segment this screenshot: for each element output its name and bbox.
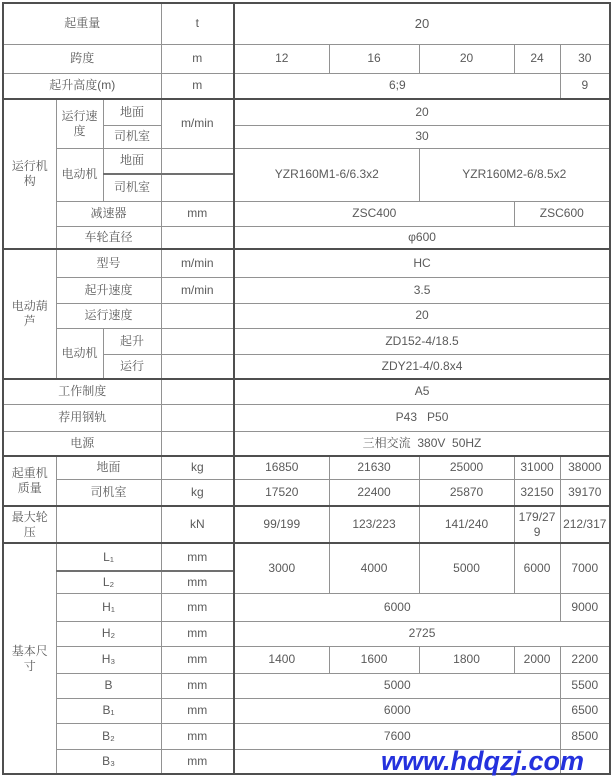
unit-hoist-motor-lift [161, 328, 234, 354]
value-hoist-model: HC [234, 249, 610, 277]
value-B2-main: 7600 [234, 723, 560, 749]
value-span-16: 16 [329, 44, 419, 73]
value-lifting-height-last: 9 [560, 73, 610, 99]
value-B2-last: 8500 [560, 723, 610, 749]
unit-recommended-rail [161, 404, 234, 431]
value-hoist-motor-travel: ZDY21-4/0.8x4 [234, 354, 610, 379]
row-label-mass-cab: 司机室 [56, 479, 161, 506]
value-recommended-rail: P43 P50 [234, 404, 610, 431]
value-H1-main: 6000 [234, 593, 560, 621]
unit-mass-ground: kg [161, 456, 234, 479]
row-label-lifting-height: 起升高度(m) [3, 73, 161, 99]
value-H3-1: 1400 [234, 646, 329, 673]
unit-duty-class [161, 379, 234, 404]
value-mass-cab-1: 17520 [234, 479, 329, 506]
group-label-travel-mechanism: 运行机构 [3, 99, 56, 249]
row-label-H1: H₁ [56, 593, 161, 621]
sublabel-travel-speed-ground: 地面 [103, 99, 161, 125]
value-B1-main: 6000 [234, 698, 560, 723]
row-label-span: 跨度 [3, 44, 161, 73]
row-label-hoist-lift-speed: 起升速度 [56, 277, 161, 303]
value-wheel-load-2: 123/223 [329, 506, 419, 543]
value-L-4: 6000 [514, 543, 560, 593]
value-duty-class: A5 [234, 379, 610, 404]
group-label-crane-mass: 起重机质量 [3, 456, 56, 506]
unit-travel-motor-ground [161, 148, 234, 174]
unit-span: m [161, 44, 234, 73]
value-power-supply: 三相交流 380V 50HZ [234, 431, 610, 456]
value-span-12: 12 [234, 44, 329, 73]
spacer-max-wheel-load [56, 506, 161, 543]
row-label-B: B [56, 673, 161, 698]
row-label-power-supply: 电源 [3, 431, 161, 456]
row-label-wheel-diameter: 车轮直径 [56, 226, 161, 249]
value-B-main: 5000 [234, 673, 560, 698]
value-wheel-load-1: 99/199 [234, 506, 329, 543]
value-span-24: 24 [514, 44, 560, 73]
unit-B1: mm [161, 698, 234, 723]
site-watermark: www.hdqzj.com [381, 746, 585, 776]
sublabel-travel-motor-ground: 地面 [103, 148, 161, 174]
value-lifting-capacity: 20 [234, 3, 610, 44]
unit-reducer: mm [161, 201, 234, 226]
value-H3-4: 2000 [514, 646, 560, 673]
value-wheel-diameter: φ600 [234, 226, 610, 249]
unit-lifting-height: m [161, 73, 234, 99]
value-mass-cab-2: 22400 [329, 479, 419, 506]
row-label-hoist-motor: 电动机 [56, 328, 103, 379]
unit-hoist-motor-travel [161, 354, 234, 379]
row-label-B3: B₃ [56, 749, 161, 774]
value-hoist-lift-speed: 3.5 [234, 277, 610, 303]
value-travel-motor-b: YZR160M2-6/8.5x2 [419, 148, 610, 201]
value-mass-cab-4: 32150 [514, 479, 560, 506]
row-label-reducer: 减速器 [56, 201, 161, 226]
value-L-3: 5000 [419, 543, 514, 593]
value-reducer-b: ZSC600 [514, 201, 610, 226]
value-mass-cab-5: 39170 [560, 479, 610, 506]
row-label-H3: H₃ [56, 646, 161, 673]
value-H3-5: 2200 [560, 646, 610, 673]
row-label-travel-motor: 电动机 [56, 148, 103, 201]
value-travel-motor-a: YZR160M1-6/6.3x2 [234, 148, 419, 201]
value-mass-cab-3: 25870 [419, 479, 514, 506]
group-label-electric-hoist: 电动葫芦 [3, 249, 56, 379]
value-hoist-motor-lift: ZD152-4/18.5 [234, 328, 610, 354]
value-L-1: 3000 [234, 543, 329, 593]
row-label-recommended-rail: 荐用钢轨 [3, 404, 161, 431]
row-label-lifting-capacity: 起重量 [3, 3, 161, 44]
value-travel-speed-cab: 30 [234, 125, 610, 148]
row-label-hoist-travel-speed: 运行速度 [56, 303, 161, 328]
value-lifting-height-main: 6;9 [234, 73, 560, 99]
row-label-travel-speed: 运行速度 [56, 99, 103, 148]
value-B-last: 5500 [560, 673, 610, 698]
value-hoist-travel-speed: 20 [234, 303, 610, 328]
page [0, 2, 611, 780]
value-mass-ground-2: 21630 [329, 456, 419, 479]
value-span-30: 30 [560, 44, 610, 73]
value-wheel-load-3: 141/240 [419, 506, 514, 543]
unit-B2: mm [161, 723, 234, 749]
row-label-hoist-model: 型号 [56, 249, 161, 277]
unit-power-supply [161, 431, 234, 456]
value-travel-speed-ground: 20 [234, 99, 610, 125]
sublabel-hoist-motor-lift: 起升 [103, 328, 161, 354]
unit-mass-cab: kg [161, 479, 234, 506]
sublabel-travel-speed-cab: 司机室 [103, 125, 161, 148]
value-L-5: 7000 [560, 543, 610, 593]
unit-max-wheel-load: kN [161, 506, 234, 543]
value-B1-last: 6500 [560, 698, 610, 723]
value-wheel-load-4: 179/279 [514, 506, 560, 543]
value-span-20: 20 [419, 44, 514, 73]
unit-hoist-travel-speed [161, 303, 234, 328]
value-wheel-load-5: 212/317 [560, 506, 610, 543]
row-label-B2: B₂ [56, 723, 161, 749]
row-label-mass-ground: 地面 [56, 456, 161, 479]
value-L-2: 4000 [329, 543, 419, 593]
row-label-duty-class: 工作制度 [3, 379, 161, 404]
value-mass-ground-1: 16850 [234, 456, 329, 479]
unit-H2: mm [161, 621, 234, 646]
unit-H3: mm [161, 646, 234, 673]
group-label-basic-dimensions: 基本尺寸 [3, 543, 56, 774]
sublabel-travel-motor-cab: 司机室 [103, 174, 161, 201]
value-H3-2: 1600 [329, 646, 419, 673]
unit-travel-motor-cab [161, 174, 234, 201]
unit-B3: mm [161, 749, 234, 774]
value-H1-last: 9000 [560, 593, 610, 621]
row-label-H2: H₂ [56, 621, 161, 646]
unit-H1: mm [161, 593, 234, 621]
row-label-B1: B₁ [56, 698, 161, 723]
value-H2: 2725 [234, 621, 610, 646]
unit-L2: mm [161, 571, 234, 593]
row-label-L2: L₂ [56, 571, 161, 593]
value-reducer-a: ZSC400 [234, 201, 514, 226]
unit-lifting-capacity: t [161, 3, 234, 44]
unit-hoist-lift-speed: m/min [161, 277, 234, 303]
value-mass-ground-5: 38000 [560, 456, 610, 479]
row-label-L1: L₁ [56, 543, 161, 571]
unit-hoist-model: m/min [161, 249, 234, 277]
unit-L1: mm [161, 543, 234, 571]
crane-spec-table [2, 2, 611, 775]
row-label-max-wheel-load: 最大轮压 [3, 506, 56, 543]
sublabel-hoist-motor-travel: 运行 [103, 354, 161, 379]
unit-travel-speed: m/min [161, 99, 234, 148]
unit-wheel-diameter [161, 226, 234, 249]
unit-B: mm [161, 673, 234, 698]
value-H3-3: 1800 [419, 646, 514, 673]
value-mass-ground-4: 31000 [514, 456, 560, 479]
value-mass-ground-3: 25000 [419, 456, 514, 479]
